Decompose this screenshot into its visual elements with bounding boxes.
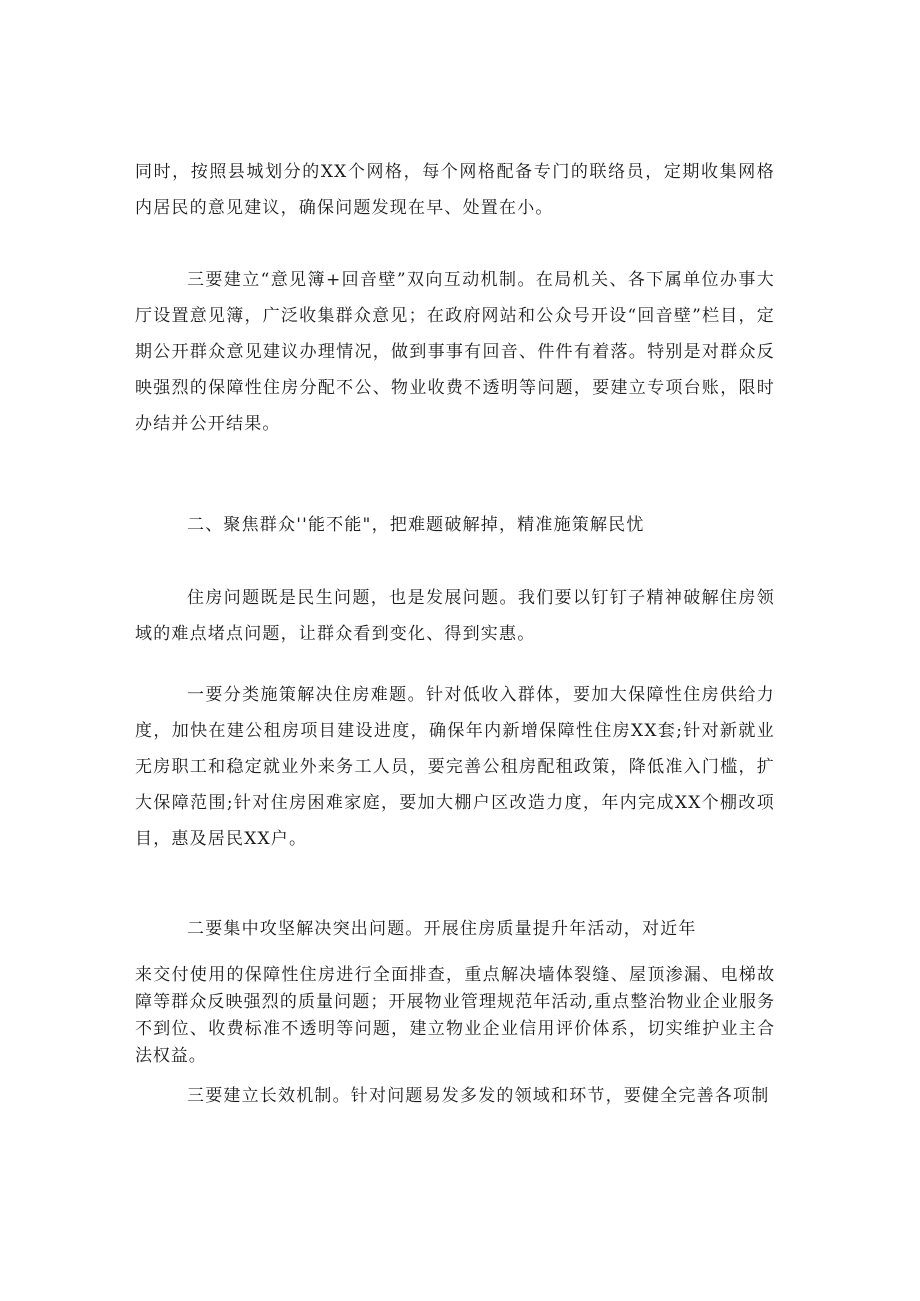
paragraph-classified-measures: 一要分类施策解决住房难题。针对低收入群体，要加大保障性住房供给力度，加快在建公租房项目建设进度，确保年内新增保障性住房XX套;针对新就业无房职工和稳定就业外来务工人员，要完善公租房配租政策，降低准入门槛，扩大保障范围;针对住房困难家庭，要加大棚户区改造力度，年内完成XX个棚改项目，惠及居民XX户。: [135, 685, 775, 849]
paragraph-grid-liaison: 同时，按照县城划分的XX个网格，每个网格配备专门的联络员，定期收集网格内居民的意见建议，确保问题发现在早、处置在小。: [135, 162, 775, 218]
paragraph-focus-problems-start: 二要集中攻坚解决突出问题。开展住房质量提升年活动，对近年: [187, 919, 697, 939]
paragraph-long-term-mechanism: 三要建立长效机制。针对问题易发多发的领域和环节，要健全完善各项制: [187, 1086, 770, 1106]
section-heading-two: 二、聚焦群众''能不能"，把难题破解掉，精准施策解民忧: [187, 515, 645, 535]
paragraph-housing-intro: 住房问题既是民生问题，也是发展问题。我们要以钉钉子精神破解住房领域的难点堵点问题，让群众看到变化、得到实惠。: [135, 588, 775, 644]
paragraph-feedback-mechanism: 三要建立“意见簿+回音壁”双向互动机制。在局机关、各下属单位办事大厅设置意见簿，广泛收集群众意见；在政府网站和公众号开设“回音壁”栏目，定期公开群众意见建议办理情况，做到事事有回音、件件有着落。特别是对群众反映强烈的保障性住房分配不公、物业收费不透明等问题，要建立专项台账，限时办结并公开结果。: [135, 270, 775, 434]
paragraph-focus-problems-cont: 来交付使用的保障性住房进行全面排查，重点解决墙体裂缝、屋顶渗漏、电梯故障等群众反映强烈的质量问题；开展物业管理规范年活动,重点整治物业企业服务不到位、收费标准不透明等问题，建立物业企业信用评价体系，切实维护业主合法权益。: [135, 965, 775, 1066]
